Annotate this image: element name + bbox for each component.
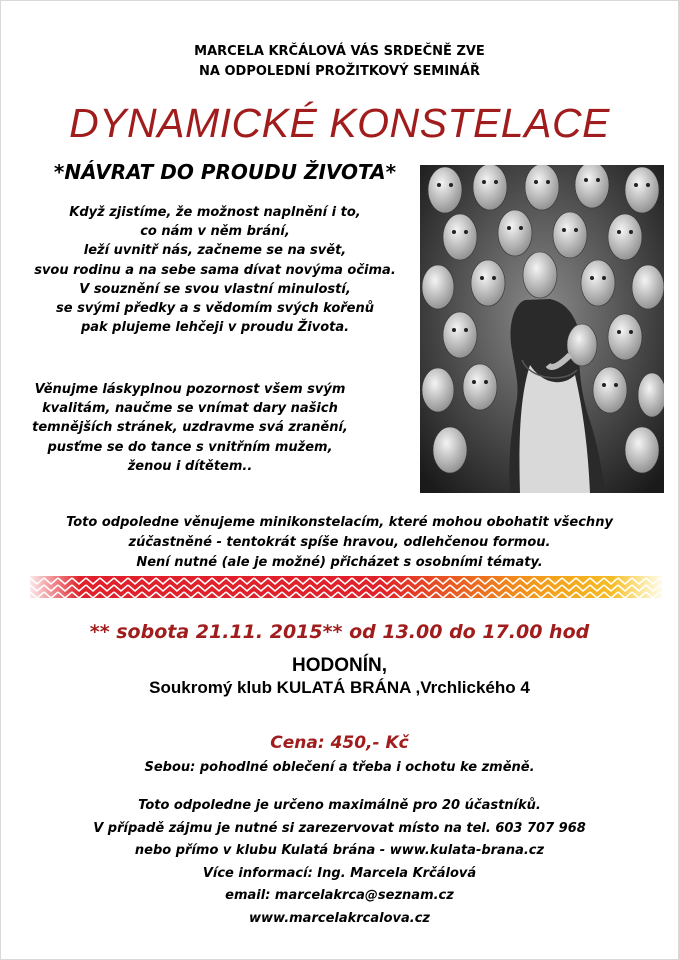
intro-line: se svými předky a s vědomím svých kořenů <box>56 301 374 317</box>
subtitle: *NÁVRAT DO PROUDU ŽIVOTA* <box>53 160 397 184</box>
header-line-2: NA ODPOLEDNÍ PROŽITKOVÝ SEMINÁŘ <box>199 64 480 79</box>
invite-line: temnějších stránek, uzdravme svá zranění, <box>32 420 348 436</box>
club-link[interactable]: nebo přímo v klubu Kulatá brána - www.kulata-brana.cz <box>134 843 545 859</box>
decorative-stripe <box>30 574 662 600</box>
woman-with-masks-image <box>420 165 664 493</box>
capacity-line: Toto odpoledne je určeno maximálně pro 20 účastníků. <box>138 798 541 813</box>
event-venue: Soukromý klub KULATÁ BRÁNA ,Vrchlického 4 <box>149 678 530 697</box>
contact-info <box>0 795 679 931</box>
intro-line: co nám v něm brání, <box>140 224 290 240</box>
program-line: zúčastněné - tentokrát spíše hravou, odlehčenou formou. <box>128 535 551 550</box>
intro-line: Když zjistíme, že možnost naplnění i to, <box>69 205 361 220</box>
invite-line: ženou i dítětem.. <box>127 458 253 474</box>
website-link[interactable]: www.marcelakrcalova.cz <box>249 910 430 926</box>
intro-line: V souznění se svou vlastní minulostí, <box>79 281 351 297</box>
program-line: Není nutné (ale je možné) přicházet s osobními tématy. <box>136 555 543 570</box>
info-contact-line: Více informací: Ing. Marcela Krčálová <box>202 865 477 881</box>
intro-line: leží uvnitř nás, začneme se na svět, <box>83 243 347 259</box>
invite-text <box>0 380 380 476</box>
intro-line: pak plujeme lehčeji v proudu Života. <box>80 320 350 336</box>
bring-note: Sebou: pohodlné oblečení a třeba i ochotu ke změně. <box>144 760 535 775</box>
invite-line: pusťme se do tance s vnitřním mužem, <box>47 439 333 455</box>
header-line-1: MARCELA KRČÁLOVÁ VÁS SRDEČNĚ ZVE <box>194 44 485 59</box>
event-date: ** sobota 21.11. 2015** od 13.00 do 17.00 hod <box>89 621 590 643</box>
program-line: Toto odpoledne věnujeme minikonstelacím, které mohou obohatit všechny <box>66 515 613 530</box>
intro-line: svou rodinu a na sebe sama dívat novýma očima. <box>34 262 396 278</box>
program-text <box>0 513 679 573</box>
price: Cena: 450,- Kč <box>270 733 409 753</box>
email-link[interactable]: email: marcelakrca@seznam.cz <box>225 888 454 904</box>
invite-line: Věnujme láskyplnou pozornost všem svým <box>34 382 346 397</box>
reservation-line: V případě zájmu je nutné si zarezervovat místo na tel. 603 707 968 <box>93 820 586 836</box>
intro-text <box>20 203 410 337</box>
event-city: HODONÍN, <box>292 655 387 676</box>
invite-line: kvalitám, naučme se vnímat dary našich <box>42 401 338 417</box>
page-title: DYNAMICKÉ KONSTELACE <box>69 100 610 146</box>
